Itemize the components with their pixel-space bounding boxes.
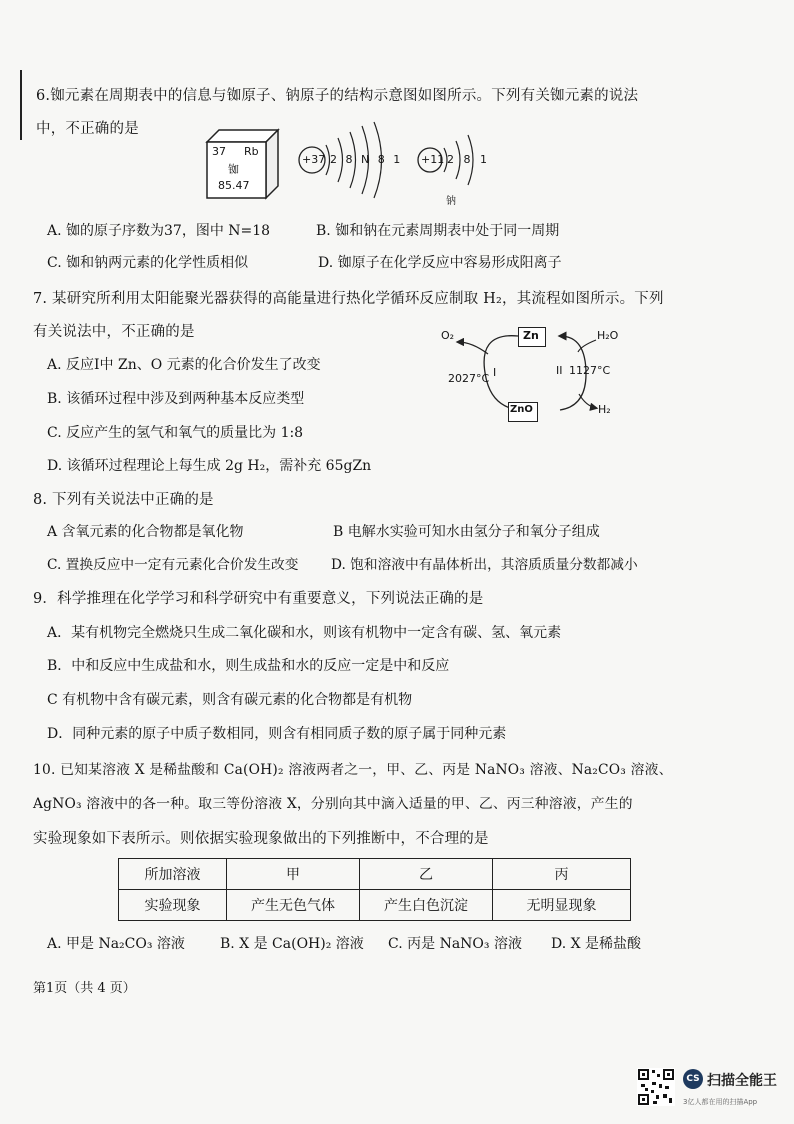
na-shell-electrons: 2 8 1 bbox=[447, 153, 490, 166]
q10-option-b: B. X 是 Ca(OH)₂ 溶液 bbox=[220, 936, 364, 952]
q10-option-d: D. X 是稀盐酸 bbox=[551, 936, 642, 952]
element-symbol: Rb bbox=[244, 145, 259, 158]
element-mass: 85.47 bbox=[218, 179, 250, 192]
q7-option-c: C. 反应产生的氢气和氧气的质量比为 1:8 bbox=[47, 425, 304, 441]
cycle-zn: Zn bbox=[523, 329, 539, 342]
q8-stem: 8. 下列有关说法中正确的是 bbox=[33, 492, 214, 508]
q6-option-b: B. 铷和钠在元素周期表中处于同一周期 bbox=[316, 223, 560, 239]
q6-stem-line2: 中，不正确的是 bbox=[36, 121, 139, 137]
table-row bbox=[119, 890, 631, 921]
q8-option-d: D. 饱和溶液中有晶体析出，其溶质质量分数都减小 bbox=[331, 557, 638, 573]
q6-option-c: C. 铷和钠两元素的化学性质相似 bbox=[47, 255, 249, 271]
table-header-cell: 乙 bbox=[360, 859, 493, 890]
cycle-zno: ZnO bbox=[510, 404, 533, 415]
q6-option-d: D. 铷原子在化学反应中容易形成阳离子 bbox=[318, 255, 562, 271]
q9-option-b: B．中和反应中生成盐和水，则生成盐和水的反应一定是中和反应 bbox=[47, 658, 450, 674]
cycle-label-ii: II bbox=[556, 364, 563, 377]
cycle-label-i: I bbox=[493, 366, 497, 379]
scanner-app-name: 扫描全能王 bbox=[707, 1073, 777, 1089]
scanner-logo-icon: CS bbox=[683, 1069, 703, 1089]
cycle-o2: O₂ bbox=[441, 329, 455, 342]
q8-option-b: B 电解水实验可知水由氢分子和氧分子组成 bbox=[333, 524, 600, 540]
q9-option-c: C 有机物中含有碳元素，则含有碳元素的化合物都是有机物 bbox=[47, 692, 413, 708]
table-cell: 实验现象 bbox=[119, 890, 227, 921]
q9-stem: 9．科学推理在化学学习和科学研究中有重要意义，下列说法正确的是 bbox=[33, 591, 484, 607]
na-nucleus-charge: +11 bbox=[421, 153, 445, 166]
table-cell: 产生无色气体 bbox=[227, 890, 360, 921]
table-header-row bbox=[119, 859, 631, 890]
margin-bar bbox=[20, 70, 22, 140]
q10-stem-line2: AgNO₃ 溶液中的各一种。取三等份溶液 X，分别向其中滴入适量的甲、乙、丙三种溶液，产生的 bbox=[33, 796, 633, 812]
element-name: 铷 bbox=[228, 163, 239, 176]
q10-stem-line3: 实验现象如下表所示。则依据实验现象做出的下列推断中，不合理的是 bbox=[33, 831, 489, 847]
experiment-table bbox=[118, 858, 631, 921]
table-cell: 产生白色沉淀 bbox=[360, 890, 493, 921]
q7-stem-line1: 7. 某研究所利用太阳能聚光器获得的高能量进行热化学循环反应制取 H₂，其流程如图所示。下列 bbox=[33, 291, 664, 307]
page-footer: 第1页（共 4 页） bbox=[33, 981, 136, 996]
q6-option-a: A. 铷的原子序数为37，图中 N=18 bbox=[47, 223, 271, 239]
cycle-temp-right: 1127°C bbox=[569, 364, 611, 377]
q9-option-d: D．同种元素的原子中质子数相同，则含有相同质子数的原子属于同种元素 bbox=[47, 726, 507, 742]
rb-shell-electrons: 2 8 N 8 1 bbox=[330, 153, 403, 166]
table-header-cell: 丙 bbox=[493, 859, 631, 890]
cycle-h2o: H₂O bbox=[597, 329, 619, 342]
q7-option-b: B. 该循环过程中涉及到两种基本反应类型 bbox=[47, 391, 305, 407]
qr-code-icon bbox=[637, 1068, 675, 1106]
q10-stem-line1: 10. 已知某溶液 X 是稀盐酸和 Ca(OH)₂ 溶液两者之一，甲、乙、丙是 NaNO₃ 溶液、Na₂CO₃ 溶液、 bbox=[33, 762, 673, 778]
q8-option-c: C. 置换反应中一定有元素化合价发生改变 bbox=[47, 557, 299, 573]
table-cell: 无明显现象 bbox=[493, 890, 631, 921]
q7-option-d: D. 该循环过程理论上每生成 2g H₂，需补充 65gZn bbox=[47, 458, 372, 474]
table-header-cell: 所加溶液 bbox=[119, 859, 227, 890]
q9-option-a: A．某有机物完全燃烧只生成二氧化碳和水，则该有机物中一定含有碳、氢、氧元素 bbox=[47, 625, 562, 641]
cycle-temp-left: 2027°C bbox=[448, 372, 490, 385]
q7-option-a: A. 反应Ⅰ中 Zn、O 元素的化合价发生了改变 bbox=[47, 357, 321, 373]
cycle-h2: H₂ bbox=[598, 403, 611, 416]
table-header-cell: 甲 bbox=[227, 859, 360, 890]
na-label: 钠 bbox=[446, 196, 456, 207]
scanner-tagline: 3亿人都在用的扫描App bbox=[683, 1098, 758, 1106]
q8-option-a: A 含氧元素的化合物都是氧化物 bbox=[47, 524, 244, 540]
q6-stem-line1: 6.铷元素在周期表中的信息与铷原子、钠原子的结构示意图如图所示。下列有关铷元素的说法 bbox=[36, 88, 639, 104]
q10-option-c: C. 丙是 NaNO₃ 溶液 bbox=[388, 936, 522, 952]
q10-option-a: A. 甲是 Na₂CO₃ 溶液 bbox=[47, 936, 185, 952]
q7-stem-line2: 有关说法中，不正确的是 bbox=[33, 324, 195, 340]
rb-nucleus-charge: +37 bbox=[302, 153, 326, 166]
element-number: 37 bbox=[212, 145, 226, 158]
